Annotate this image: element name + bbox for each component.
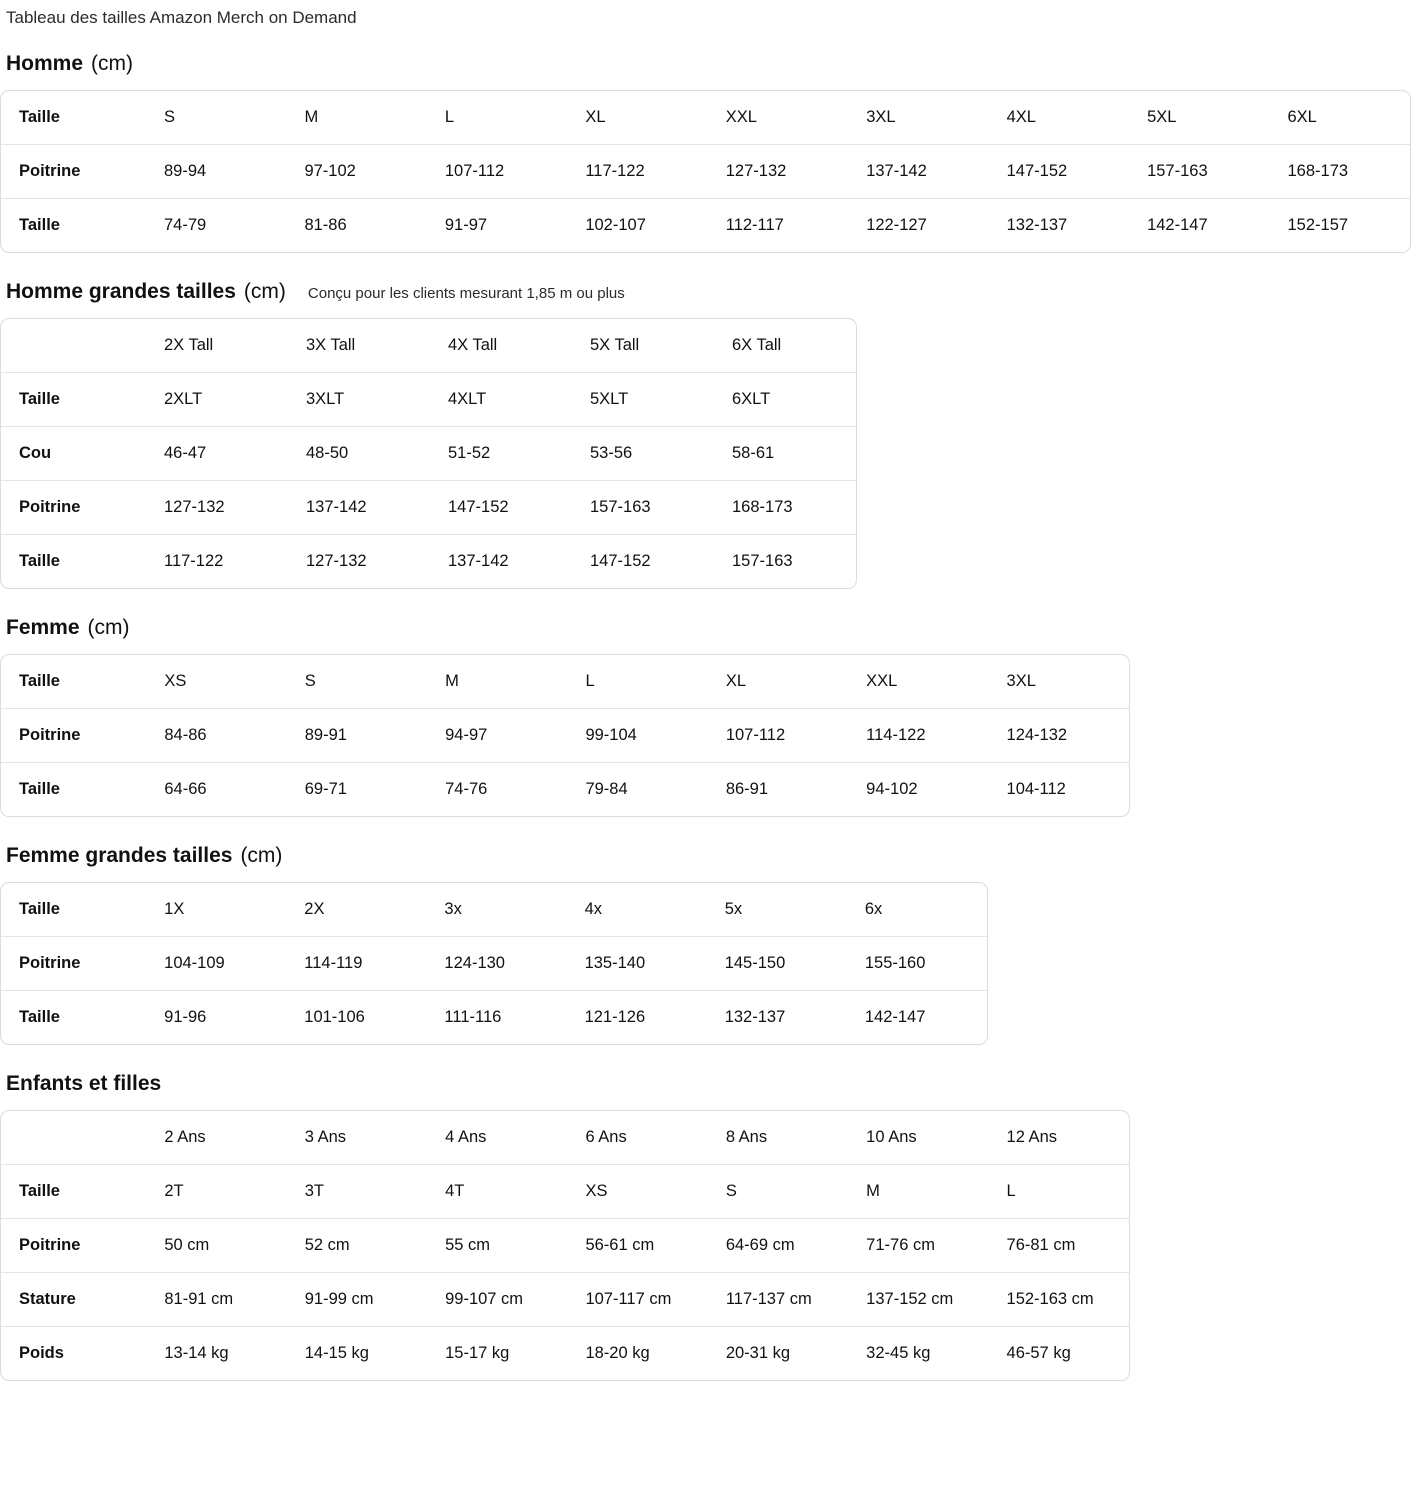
- row-header: Taille: [19, 1007, 60, 1026]
- cell: 132-137: [1006, 215, 1068, 234]
- row-header: [1, 1111, 146, 1165]
- row-header: Poitrine: [1, 708, 146, 762]
- cell: 56-61 cm: [567, 1218, 707, 1272]
- table-row: [1, 708, 1129, 762]
- cell: 94-102: [866, 779, 918, 798]
- row-header: Taille: [1, 91, 146, 145]
- table-row: [1, 1272, 1129, 1326]
- page-title: Tableau des tailles Amazon Merch on Demand: [6, 8, 357, 27]
- row-header: [1, 319, 146, 373]
- table-homme-grandes-tailles: [0, 318, 857, 589]
- cell: 2X Tall: [146, 319, 288, 373]
- cell: 104-109: [146, 936, 286, 990]
- cell: 142-147: [864, 1007, 926, 1026]
- cell: XXL: [848, 655, 988, 709]
- cell: 69-71: [304, 779, 347, 798]
- cell: 4 Ans: [427, 1111, 567, 1165]
- section-heading-text: Femme grandes tailles: [6, 843, 233, 867]
- row-header: Taille: [19, 551, 60, 570]
- cell: 52 cm: [287, 1218, 427, 1272]
- cell: XS: [146, 655, 286, 709]
- cell: M: [848, 1164, 988, 1218]
- table-row: [1, 91, 1410, 145]
- section-heading-unit: (cm): [91, 51, 134, 75]
- cell: 79-84: [585, 779, 628, 798]
- cell: 5XLT: [572, 372, 714, 426]
- cell: L: [567, 655, 707, 709]
- section-heading: [0, 52, 1417, 76]
- cell: 135-140: [567, 936, 707, 990]
- cell: XXL: [708, 91, 848, 145]
- cell: 12 Ans: [989, 1111, 1129, 1165]
- cell: 147-152: [430, 480, 572, 534]
- cell: 147-152: [989, 144, 1129, 198]
- row-header: Taille: [1, 883, 146, 937]
- section-heading-text: Enfants et filles: [6, 1071, 162, 1095]
- section-homme: [0, 52, 1417, 258]
- cell: 89-91: [287, 708, 427, 762]
- table-femme-grandes-tailles: [0, 882, 988, 1045]
- cell: 168-173: [714, 480, 856, 534]
- cell: 101-106: [304, 1007, 365, 1026]
- cell: 137-142: [288, 480, 430, 534]
- cell: 3 Ans: [287, 1111, 427, 1165]
- cell: 111-116: [444, 1007, 502, 1026]
- cell: 6 Ans: [567, 1111, 707, 1165]
- section-heading-text: Homme: [6, 51, 84, 75]
- cell: 2 Ans: [146, 1111, 286, 1165]
- cell: 2XLT: [146, 372, 288, 426]
- cell: 122-127: [866, 215, 927, 234]
- cell: 3x: [426, 883, 566, 937]
- cell: 117-122: [164, 551, 224, 570]
- section-heading-unit: (cm): [240, 843, 283, 867]
- cell: 84-86: [146, 708, 286, 762]
- cell: 127-132: [708, 144, 848, 198]
- cell: 155-160: [847, 936, 987, 990]
- cell: 71-76 cm: [848, 1218, 988, 1272]
- cell: 124-130: [426, 936, 566, 990]
- cell: 114-122: [848, 708, 988, 762]
- cell: XS: [567, 1164, 707, 1218]
- cell: 142-147: [1147, 215, 1208, 234]
- cell: 4T: [427, 1164, 567, 1218]
- row-header: Poitrine: [1, 1218, 146, 1272]
- cell: 137-142: [448, 551, 509, 570]
- row-header: Taille: [1, 372, 146, 426]
- cell: 114-119: [286, 936, 426, 990]
- cell: XL: [567, 91, 707, 145]
- cell: 4X Tall: [430, 319, 572, 373]
- cell: S: [287, 655, 427, 709]
- cell: 107-112: [708, 708, 848, 762]
- cell: 157-163: [732, 551, 793, 570]
- row-header: Taille: [19, 779, 60, 798]
- cell: 102-107: [585, 215, 646, 234]
- cell: 6X Tall: [714, 319, 856, 373]
- cell: 91-97: [444, 215, 488, 234]
- cell: 74-79: [164, 215, 207, 234]
- row-header: Stature: [1, 1272, 146, 1326]
- cell: S: [708, 1164, 848, 1218]
- table-row: [1, 1326, 1129, 1380]
- section-heading-text: Femme: [6, 615, 80, 639]
- cell: 97-102: [286, 144, 426, 198]
- table-row: [1, 1164, 1129, 1218]
- cell: 2X: [286, 883, 426, 937]
- cell: 91-96: [164, 1007, 207, 1026]
- cell: 5XL: [1129, 91, 1269, 145]
- section-note: Conçu pour les clients mesurant 1,85 m ou plus: [307, 284, 625, 302]
- cell: 81-91 cm: [146, 1272, 286, 1326]
- cell: L: [427, 91, 567, 145]
- table-row: [1, 319, 856, 373]
- cell: 58-61: [714, 426, 856, 480]
- cell: 46-47: [146, 426, 288, 480]
- cell: 137-152 cm: [848, 1272, 988, 1326]
- cell: 104-112: [1006, 779, 1066, 798]
- cell: XL: [708, 655, 848, 709]
- cell: 46-57 kg: [1006, 1343, 1071, 1362]
- cell: 6XLT: [714, 372, 856, 426]
- cell: 32-45 kg: [866, 1343, 931, 1362]
- cell: 10 Ans: [848, 1111, 988, 1165]
- cell: 4x: [567, 883, 707, 937]
- cell: 4XLT: [430, 372, 572, 426]
- cell: 107-112: [427, 144, 567, 198]
- table-row: [1, 762, 1129, 816]
- cell: 127-132: [146, 480, 288, 534]
- table-row: [1, 655, 1129, 709]
- cell: 2T: [146, 1164, 286, 1218]
- row-header: Poitrine: [1, 144, 146, 198]
- section-homme-grandes-tailles: [0, 280, 1417, 594]
- cell: 51-52: [430, 426, 572, 480]
- cell: 15-17 kg: [445, 1343, 510, 1362]
- cell: 89-94: [146, 144, 286, 198]
- cell: 99-104: [567, 708, 707, 762]
- cell: 13-14 kg: [164, 1343, 229, 1362]
- section-heading-text: Homme grandes tailles: [6, 279, 236, 303]
- table-row: [1, 990, 987, 1044]
- cell: 137-142: [848, 144, 988, 198]
- cell: 132-137: [724, 1007, 786, 1026]
- section-heading: [0, 1072, 1417, 1096]
- cell: 74-76: [445, 779, 488, 798]
- table-row: [1, 883, 987, 937]
- cell: S: [146, 91, 286, 145]
- cell: 76-81 cm: [989, 1218, 1129, 1272]
- row-header: Poitrine: [1, 936, 146, 990]
- cell: 127-132: [306, 551, 367, 570]
- table-femme: [0, 654, 1130, 817]
- cell: 64-66: [164, 779, 207, 798]
- row-header: Taille: [19, 215, 60, 234]
- row-header: Poitrine: [1, 480, 146, 534]
- cell: 117-122: [567, 144, 707, 198]
- table-row: [1, 198, 1410, 252]
- cell: 55 cm: [427, 1218, 567, 1272]
- cell: 5x: [707, 883, 847, 937]
- cell: 5X Tall: [572, 319, 714, 373]
- section-heading: [0, 280, 1417, 304]
- cell: 48-50: [288, 426, 430, 480]
- section-femme-grandes-tailles: [0, 844, 1417, 1050]
- section-heading: [0, 616, 1417, 640]
- cell: M: [427, 655, 567, 709]
- cell: 124-132: [989, 708, 1129, 762]
- cell: 94-97: [427, 708, 567, 762]
- cell: 112-117: [725, 215, 784, 234]
- cell: 157-163: [1129, 144, 1269, 198]
- table-homme: [0, 90, 1411, 253]
- table-row: [1, 936, 987, 990]
- section-femme: [0, 616, 1417, 822]
- table-row: [1, 534, 856, 588]
- section-heading-unit: (cm): [87, 615, 130, 639]
- row-header: Taille: [1, 655, 146, 709]
- row-header: Poids: [19, 1343, 64, 1362]
- section-heading: [0, 844, 1417, 868]
- table-row: [1, 1218, 1129, 1272]
- cell: 121-126: [584, 1007, 646, 1026]
- cell: 81-86: [304, 215, 347, 234]
- cell: 99-107 cm: [427, 1272, 567, 1326]
- cell: 117-137 cm: [708, 1272, 848, 1326]
- cell: M: [286, 91, 426, 145]
- cell: 91-99 cm: [287, 1272, 427, 1326]
- row-header: Cou: [1, 426, 146, 480]
- cell: 4XL: [989, 91, 1129, 145]
- cell: L: [989, 1164, 1129, 1218]
- cell: 152-157: [1287, 215, 1349, 234]
- cell: 3X Tall: [288, 319, 430, 373]
- cell: 64-69 cm: [708, 1218, 848, 1272]
- table-row: [1, 1111, 1129, 1165]
- cell: 18-20 kg: [585, 1343, 650, 1362]
- section-enfants-et-filles: [0, 1072, 1417, 1386]
- row-header: Taille: [1, 1164, 146, 1218]
- cell: 6XL: [1270, 91, 1411, 145]
- table-row: [1, 144, 1410, 198]
- cell: 86-91: [725, 779, 769, 798]
- cell: 53-56: [572, 426, 714, 480]
- table-enfants-et-filles: [0, 1110, 1130, 1381]
- cell: 50 cm: [146, 1218, 286, 1272]
- cell: 3XL: [848, 91, 988, 145]
- cell: 8 Ans: [708, 1111, 848, 1165]
- table-row: [1, 480, 856, 534]
- cell: 14-15 kg: [304, 1343, 369, 1362]
- cell: 107-117 cm: [567, 1272, 707, 1326]
- cell: 3T: [287, 1164, 427, 1218]
- cell: 168-173: [1270, 144, 1411, 198]
- cell: 145-150: [707, 936, 847, 990]
- cell: 20-31 kg: [725, 1343, 791, 1362]
- cell: 3XL: [989, 655, 1129, 709]
- table-row: [1, 426, 856, 480]
- cell: 3XLT: [288, 372, 430, 426]
- cell: 1X: [146, 883, 286, 937]
- section-heading-unit: (cm): [243, 279, 286, 303]
- cell: 6x: [847, 883, 987, 937]
- table-row: [1, 372, 856, 426]
- cell: 157-163: [572, 480, 714, 534]
- cell: 152-163 cm: [989, 1272, 1129, 1326]
- cell: 147-152: [590, 551, 651, 570]
